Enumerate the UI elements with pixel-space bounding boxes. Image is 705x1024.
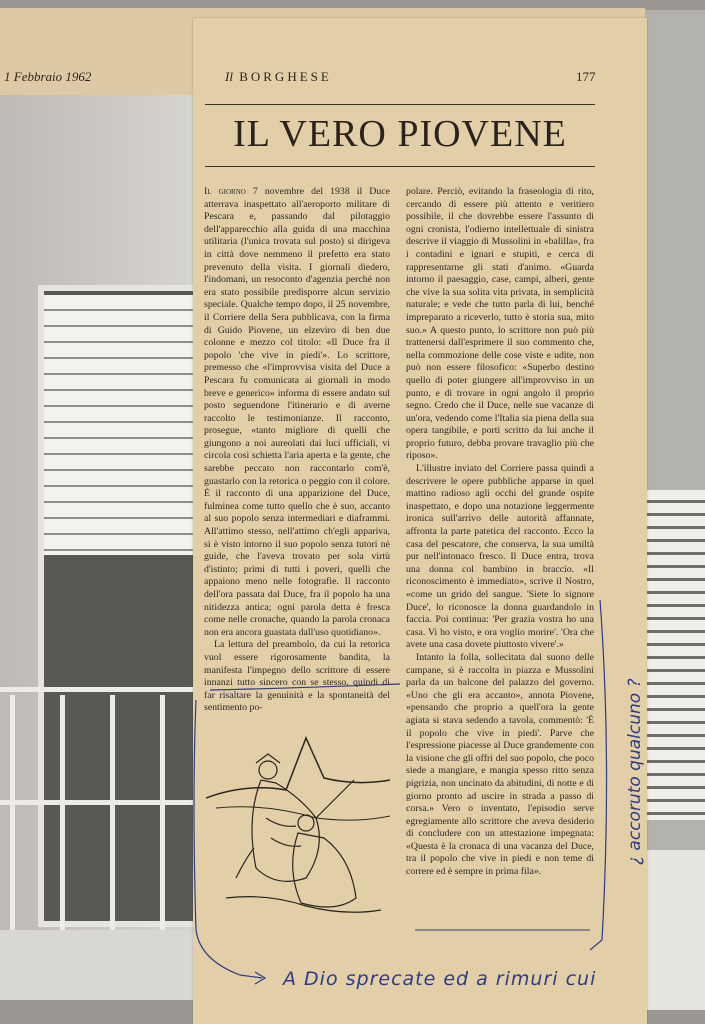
article-paragraph xyxy=(204,186,390,639)
photo-blind xyxy=(645,490,705,820)
header-magazine-name: BORGHESE xyxy=(239,69,332,84)
article-paragraph: polare. Perciò, evitando la fraseologia di rito, cercando di essere più attento e veritiero possibile, il che dovrebbe essere l'assunto di ogni cronista, l'odierno intellettuale di sinistra descrive il viaggio di Mussolini in «balilla», fra i contadini e ignari e stupiti, e cerca di rappresentarne gli stati d'animo. «Guarda intorno il paesaggio, case, campi, alberi, gente che vive la sua solita vita privata, in semplicità naturale; e vede che tutto parla di lui, benché impreparato a riceverlo, tutto è storia sua, mito suo.» A questo punto, lo scrittore non può più trattenersi dall'esprimere il suo commento che, nella commozione delle cose viste e udite, non può non essere filosofico: «Superbo destino quello di poter giungere all'improvviso in un punto, e di trovare in ogni angolo il proprio segno. Credo che il Duce, nelle sue vacanze di un'ora, vedendo come l'Italia sia piena della sua opera tangibile, e porti scritto da lui anche il proprio futuro, debba provare travaglio più che riposo». xyxy=(406,186,594,462)
header-magazine xyxy=(225,69,332,85)
handwritten-note-bottom: A Dio sprecate ed a rimuri cui xyxy=(283,968,597,990)
photo-lower-area xyxy=(645,850,705,1010)
photo-balcony-rail xyxy=(0,687,205,692)
title-rule-top xyxy=(205,104,595,105)
photo-railing-bar xyxy=(60,695,65,935)
photo-railing-bar xyxy=(110,695,115,935)
article-paragraph: L'illustre inviato del Corriere passa quindi a descrivere le opere pubbliche apparse in quel mattino radioso agli occhi del grande ospite inaspettato, e dopo una notazione leggermente ironica sull'arrivo delle autorità affannate, affronta la parte patetica del racconto. Ecco la casa del pescatore, che conserva, la sua umiltà pur nell'intonaco fresco. Il Duce entra, trova una donna col bambino in braccio. «Il riconoscimento è immediato», scrive il Nostro, «come un grido del sangue. 'Siete lo signore Duce', lo riconosce la donna guardandolo in faccia. Poi continua: 'Per grazia vostra ho una casa. Vi ho visto, e ora voglio morire'. 'Ora che avete una casa dovete piuttosto vivere'.» xyxy=(406,463,594,651)
photo-railing-bar xyxy=(160,695,165,935)
header-magazine-article: Il xyxy=(225,69,233,84)
photo-balcony-rail xyxy=(0,800,205,805)
header-date: 1 Febbraio 1962 xyxy=(4,69,92,84)
article-paragraph: Intanto la folla, sollecitata dal suono delle campane, si è raccolta in piazza e Mussolini parla da un balcone del palazzo del governo. «Uno che gli era accanto», annota Piovene, «pensando che proprio a quell'ora la gente agiata si stava sedendo a tavola, commentò: 'È il popolo che vive in piedi'. Parve che l'espressione piacesse al Duce grandemente con la visione che gli offrì del suo popolo, che poco siede a mangiare, e mangia spesso ritto senza pigrizia, non uncinato da abitudini, di notte e di giorno pronto ad uscire in strada a passo di corsa.» Vero o inventato, l'episodio serve egregiamente allo scrittore che aveva desiderio di concludere con un attestazione impegnata: «Questa è la cronaca di una vacanza del Duce, tra il popolo che vive in piedi e non teme di correre ed è sempre in prima fila». xyxy=(406,651,594,878)
title-rule-bottom xyxy=(205,166,595,167)
header-page-number: 177 xyxy=(576,69,596,84)
article-paragraph-text: 7 novembre del 1938 il Duce atterrava inaspettato all'aeroporto militare di Pescara e, passando dal pilotaggio dell'apparecchio alla guida di una macchina utilitaria (l'unica trovata sul posto) si dirigeva in città dove nemmeno il prefetto era stato prevenuto della visita. I giornali diedero, l'indomani, un resoconto d'agenzia perché non era stato possibile predisporre alcun servizio speciale. Qualche tempo dopo, il 25 novembre, il Corriere della Sera pubblicava, con la firma di Guido Piovene, un elzeviro di ben due colonne e mezzo col titolo: «Il Duce fra il popolo 'che vive in piedi'». Lo scrittore, premesso che «l'improvvisa visita del Duce a Pescara fu comunicata ai giornali in modo breve e generico» informa di essere andato sul posto seguendone l'itinerario e di averne raccolto le testimonianze. Il racconto, prosegue, «tanto migliore di quelli che giungono a noi aureolati dai luci ufficiali, vi circola così schietta l'aria aperta e la gente, che sarebbe peccato non raccontarlo com'è, guastarlo con la retorica o peggio con il colore. È il racconto di una apparizione del Duce, fulminea come tutto quello che è suo, accanto al suo popolo senza intermediari e diaframmi. All'attimo stesso, nell'attimo ch'egli appariva, si è visto intorno il suo popolo senza tutori nè guide, che l'aveva trovato per sola virtù d'istinto; primi di tutti i poveri, quelli che appaiono meno nelle fotografie. Il racconto dell'ora passata dal Duce, fra il popolo ha una nitidezza antica; ogni parola detta è fresca come nelle cronache, quando la parola cronaca non era ancora guastata dall'uso quotidiano». xyxy=(204,186,390,638)
article-column-1 xyxy=(204,186,390,742)
background-photograph-right xyxy=(645,10,705,1010)
article-column-2 xyxy=(406,186,594,942)
article-illustration xyxy=(206,728,390,928)
photo-floor xyxy=(0,930,205,1000)
article-paragraph: La lettura del preambolo, da cui la retorica vuol essere rigorosamente bandita, la manifesta l'impegno dello scrittore di essere innanzi tutto sincero con se stesso, quindi di far risaltare la genuinità e la spontaneità del sentimento po- xyxy=(204,639,390,714)
photo-railing-bar xyxy=(10,695,15,935)
photo-roller-shutter xyxy=(44,295,194,555)
background-photograph xyxy=(0,95,205,1000)
article-lead-in: Il giorno xyxy=(204,186,246,197)
handwritten-note-side: ¿ accoruto qualcuno ? xyxy=(625,678,645,865)
article-title: IL VERO PIOVENE xyxy=(233,113,567,155)
